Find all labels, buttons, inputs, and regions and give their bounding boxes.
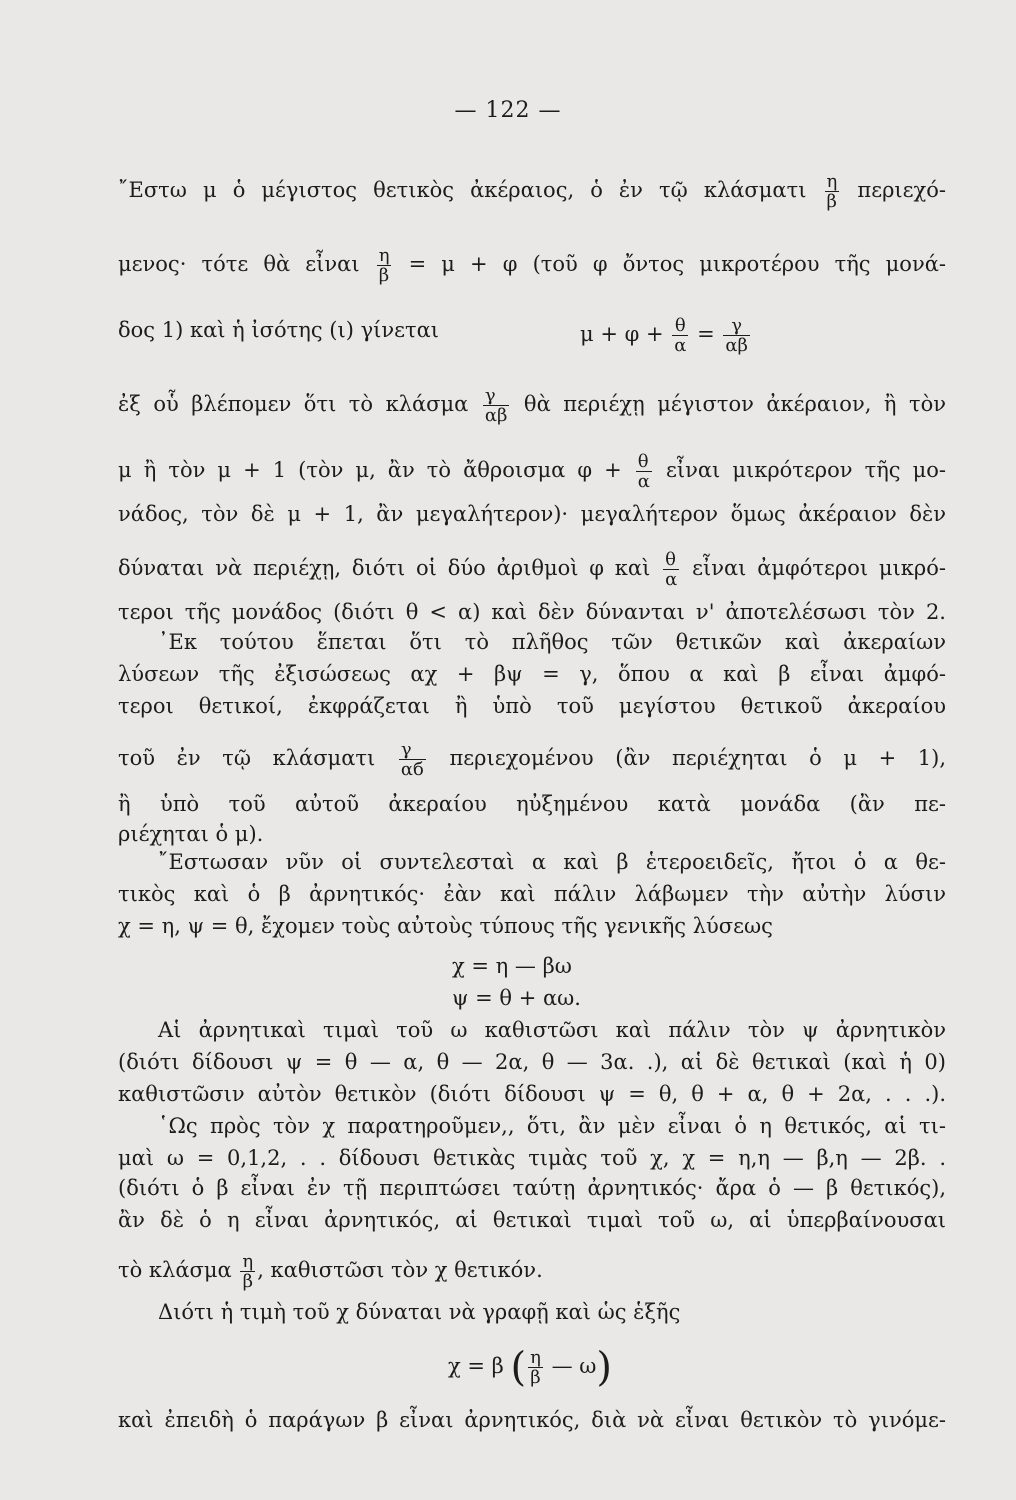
- text-line-25: (διότι ὁ β εἶναι ἐν τῇ περιπτώσει ταύτῃ ἀρνητικός· ἄρα ὁ — β θετικός),: [118, 1176, 946, 1200]
- fraction-eta-beta: $\frac{\eta}{\beta}$: [378, 245, 390, 286]
- fraction-theta-alpha: $\frac{\theta}{\alpha}$: [665, 549, 678, 590]
- text-line-1: ῎Εστω μ ὁ μέγιστος θετικὸς ἀκέραιος, ὁ ἐν τῷ κλάσματι $\frac{\eta}{\beta}$ περιεχό-: [118, 171, 946, 212]
- text-line-4: ἐξ οὗ βλέπομεν ὅτι τὸ κλάσμα $\frac{\gamma}{\alpha\beta}$ θὰ περιέχῃ μέγιστον ἀκέραιον, ἢ τὸν: [118, 385, 947, 426]
- text-line-22: καθιστῶσιν αὐτὸν θετικὸν (διότι δίδουσι ψ = θ, θ + α, θ + 2α, . . .).: [118, 1082, 946, 1106]
- equation-chi: χ = η — βω: [452, 954, 572, 978]
- text-line-12: τοῦ ἐν τῷ κλάσματι $\frac{\gamma}{\alpha б}$ περιεχομένου (ἂν περιέχηται ὁ μ + 1),: [118, 739, 946, 780]
- fraction-eta-beta: $\frac{\eta}{\beta}$: [826, 171, 838, 212]
- right-paren: ): [596, 1344, 612, 1391]
- text-line-6: νάδος, τὸν δὲ μ + 1, ἂν μεγαλήτερον)· μεγαλήτερον ὅμως ἀκέραιον δὲν: [118, 502, 946, 526]
- fraction-eta-beta: $\frac{\eta}{\beta}$: [242, 1251, 254, 1292]
- text-line-7: δύναται νὰ περιέχῃ, διότι οἱ δύο ἀριθμοὶ φ καὶ $\frac{\theta}{\alpha}$ εἶναι ἀμφότεροι μικρό-: [118, 549, 946, 590]
- text-line-5: μ ἢ τὸν μ + 1 (τὸν μ, ἂν τὸ ἄθροισμα φ + $\frac{\theta}{\alpha}$ εἶναι μικρότερον τῆς μο-: [118, 451, 947, 492]
- fraction-eta-beta: $\frac{\eta}{\beta}$: [530, 1347, 541, 1388]
- text-line-28: Διότι ἡ τιμὴ τοῦ χ δύναται νὰ γραφῇ καὶ ὡς ἑξῆς: [158, 1300, 681, 1324]
- text-line-21: (διότι δίδουσι ψ = θ — α, θ — 2α, θ — 3α. .), αἱ δὲ θετικαὶ (καὶ ἡ 0): [118, 1050, 946, 1074]
- text-line-15: ῎Εστωσαν νῦν οἱ συντελεσταὶ α καὶ β ἑτεροειδεῖς, ἤτοι ὁ α θε-: [158, 850, 946, 874]
- text-line-9: ᾿Εκ τούτου ἕπεται ὅτι τὸ πλῆθος τῶν θετικῶν καὶ ἀκεραίων: [158, 630, 946, 654]
- equation-psi: ψ = θ + αω.: [452, 986, 581, 1010]
- text-line-2: μενος· τότε θὰ εἶναι $\frac{\eta}{\beta}$ = μ + φ (τοῦ φ ὄντος μικροτέρου τῆς μονά-: [118, 245, 946, 286]
- text-line-8: τεροι τῆς μονάδος (διότι θ < α) καὶ δὲν δύνανται ν' ἀποτελέσωσι τὸν 2.: [118, 600, 946, 624]
- text-line-27: τὸ κλάσμα $\frac{\eta}{\beta}$ , καθιστῶσι τὸν χ θετικόν.: [118, 1251, 543, 1292]
- fraction-theta-alpha: $\frac{\theta}{\alpha}$: [637, 451, 650, 492]
- text-line-30: καὶ ἐπειδὴ ὁ παράγων β εἶναι ἀρνητικός, διὰ νὰ εἶναι θετικὸν τὸ γινόμε-: [118, 1408, 946, 1432]
- equation-chi-factored: χ = β ( $\frac{\eta}{\beta}$ — ω): [448, 1344, 612, 1391]
- text-line-16: τικὸς καὶ ὁ β ἀρνητικός· ἐὰν καὶ πάλιν λάβωμεν τὴν αὐτὴν λύσιν: [118, 882, 946, 906]
- text-line-24: μαὶ ω = 0,1,2, . . δίδουσι θετικὰς τιμὰς τοῦ χ, χ = η,η — β,η — 2β. .: [118, 1146, 946, 1170]
- fraction-gamma-alphabeta: $\frac{\gamma}{\alpha б}$: [400, 739, 424, 780]
- left-paren: (: [510, 1344, 527, 1391]
- text-line-10: λύσεων τῆς ἐξισώσεως αχ + βψ = γ, ὅπου α καὶ β εἶναι ἀμφό-: [118, 662, 946, 686]
- text-line-13: ἢ ὑπὸ τοῦ αὐτοῦ ἀκεραίου ηὐξημένου κατὰ μονάδα (ἂν πε-: [118, 792, 946, 816]
- text-line-20: Αἱ ἀρνητικαὶ τιμαὶ τοῦ ω καθιστῶσι καὶ πάλιν τὸν ψ ἀρνητικὸν: [158, 1018, 946, 1042]
- fraction-gamma-alphabeta: $\frac{\gamma}{\alpha\beta}$: [725, 315, 748, 356]
- text-line-17: χ = η, ψ = θ, ἔχομεν τοὺς αὐτοὺς τύπους τῆς γενικῆς λύσεως: [118, 914, 773, 938]
- text-line-3: δος 1) καὶ ἡ ἰσότης (ι) γίνεται μ + φ + $\frac{\theta}{\alpha}$ = $\frac{\gamma}{\alpha\beta}$: [118, 316, 946, 344]
- text-line-23: ῾Ως πρὸς τὸν χ παρατηροῦμεν,, ὅτι, ἂν μὲν εἶναι ὁ η θετικός, αἱ τι-: [158, 1114, 946, 1138]
- text-line-14: ριέχηται ὁ μ).: [118, 822, 264, 846]
- equation-1: μ + φ + $\frac{\theta}{\alpha}$ = $\frac{\gamma}{\alpha\beta}$: [580, 315, 748, 356]
- text-line-11: τεροι θετικοί, ἐκφράζεται ἢ ὑπὸ τοῦ μεγίστου θετικοῦ ἀκεραίου: [118, 694, 946, 718]
- text-line-26: ἂν δὲ ὁ η εἶναι ἀρνητικός, αἱ θετικαὶ τιμαὶ τοῦ ω, αἱ ὑπερβαίνουσαι: [118, 1208, 946, 1232]
- fraction-gamma-alphabeta: $\frac{\gamma}{\alpha\beta}$: [484, 385, 508, 426]
- page-number: — 122 —: [454, 98, 562, 123]
- fraction-theta-alpha: $\frac{\theta}{\alpha}$: [674, 315, 687, 356]
